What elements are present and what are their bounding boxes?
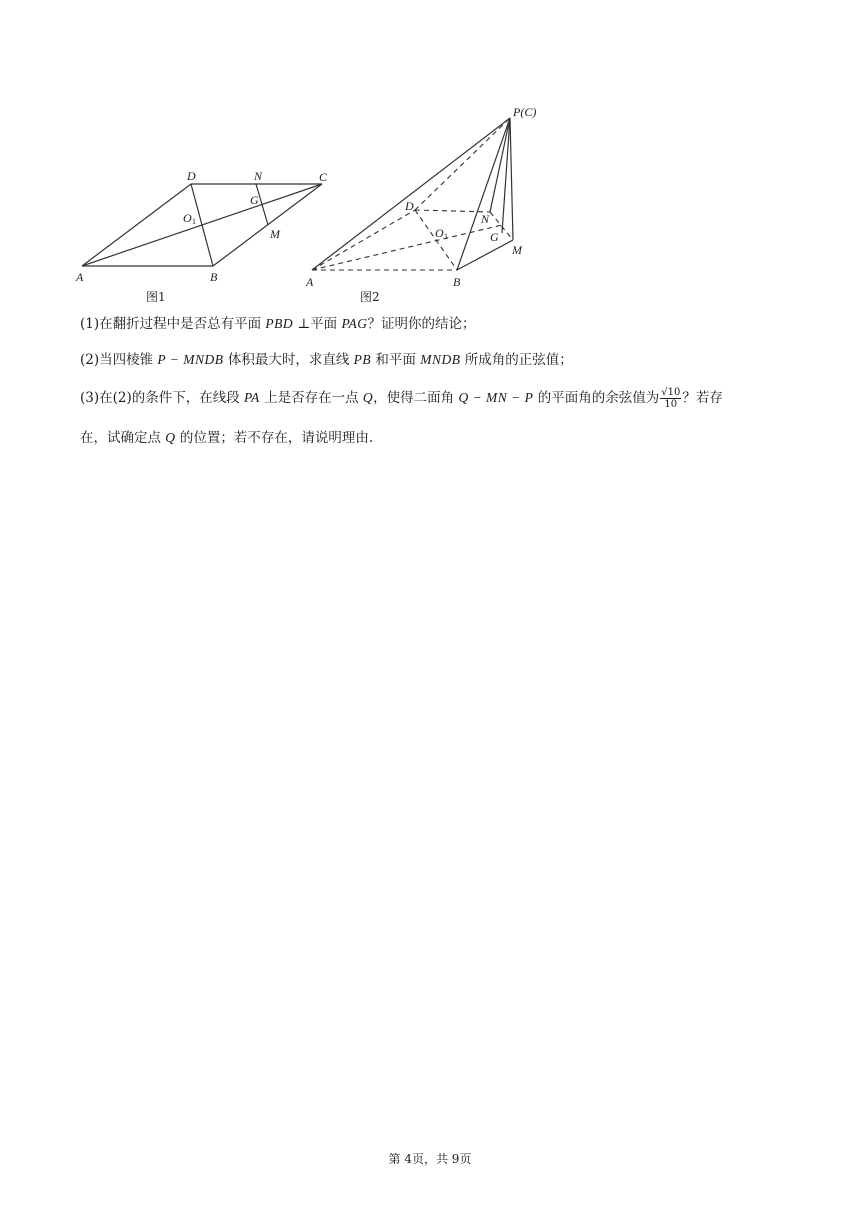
q3-math-point: Q (362, 390, 374, 405)
fig2-edge-ap (312, 118, 510, 270)
question-1 (80, 314, 475, 334)
fig1-label-n: N (254, 169, 263, 183)
fig2-label-g: G (490, 230, 499, 244)
q2-suffix: 所成角的正弦值； (460, 352, 573, 368)
question-3-line-2 (80, 428, 373, 448)
geometry-figures (70, 100, 560, 310)
fig2-label-b: B (453, 275, 461, 289)
fig2-label-a: A (306, 275, 314, 289)
fig2-caption: 图2 (360, 290, 380, 304)
q3-math-segment: PA (244, 390, 260, 405)
fig2-label-n: N (481, 212, 490, 226)
fig2-label-o-sub: 1 (444, 232, 448, 241)
q3-line2-suffix: 的位置；若不存在，请说明理由. (175, 430, 374, 446)
fig1-label-o-sub: 1 (192, 217, 196, 226)
fig2-edge-ad (312, 210, 415, 270)
q2-math-line: PB (353, 352, 372, 367)
q3-mid-3: 的平面角的余弦值为 (533, 390, 660, 406)
q3-line2-math-point: Q (165, 430, 176, 445)
q3-line2-prefix: 在，试确定点 (80, 430, 166, 446)
fig2-edge-db (415, 210, 457, 270)
q3-fraction-numerator: √10 (661, 387, 681, 398)
question-2 (80, 350, 573, 370)
fig1-label-d: D (187, 169, 196, 183)
fig2-edge-bp (457, 118, 510, 270)
q3-suffix: ？若存 (682, 390, 723, 406)
question-3-line-1 (80, 387, 723, 410)
q2-math-plane: MNDB (420, 352, 461, 367)
q3-mid-1: 上是否存在一点 (259, 390, 363, 406)
fig1-label-g: G (250, 193, 259, 207)
q2-mid-1: 体积最大时，求直线 (223, 352, 354, 368)
q1-mid: ⊥平面 (293, 316, 342, 332)
q2-math-pyramid: P − MNDB (157, 352, 224, 367)
fig2-label-pc: P(C) (513, 105, 537, 119)
q1-prefix: (1)在翻折过程中是否总有平面 (80, 316, 266, 332)
fig2-label-d: D (405, 199, 414, 213)
q3-fraction-denominator: 10 (664, 399, 678, 410)
fig1-label-c: C (319, 170, 328, 184)
fig1-label-b: B (210, 270, 218, 284)
page-footer: 第 4页，共 9页 (388, 1152, 472, 1166)
q1-math-plane-1: PBD (265, 316, 294, 331)
fig2-edge-dn (415, 210, 490, 212)
q1-suffix: ？证明你的结论； (367, 316, 476, 332)
q2-mid-2: 和平面 (371, 352, 421, 368)
fig1-label-m: M (270, 227, 280, 241)
fig2-label-m: M (512, 243, 522, 257)
fig1-edge-ad (82, 184, 191, 266)
fig2-edge-dp (415, 118, 510, 210)
q3-prefix: (3)在(2)的条件下，在线段 (80, 390, 245, 406)
q1-math-plane-2: PAG (341, 316, 368, 331)
figure-svg (70, 100, 560, 310)
q3-mid-2: ，使得二面角 (373, 390, 459, 406)
q3-math-dihedral: Q − MN − P (458, 390, 534, 405)
fig1-label-o: O (183, 211, 192, 225)
fig2-edge-mp (510, 118, 513, 240)
fig1-caption: 图1 (146, 290, 166, 304)
q2-prefix: (2)当四棱锥 (80, 352, 158, 368)
q3-fraction (660, 387, 681, 410)
fig1-label-a: A (76, 270, 84, 284)
fig2-label-o: O (435, 226, 444, 240)
